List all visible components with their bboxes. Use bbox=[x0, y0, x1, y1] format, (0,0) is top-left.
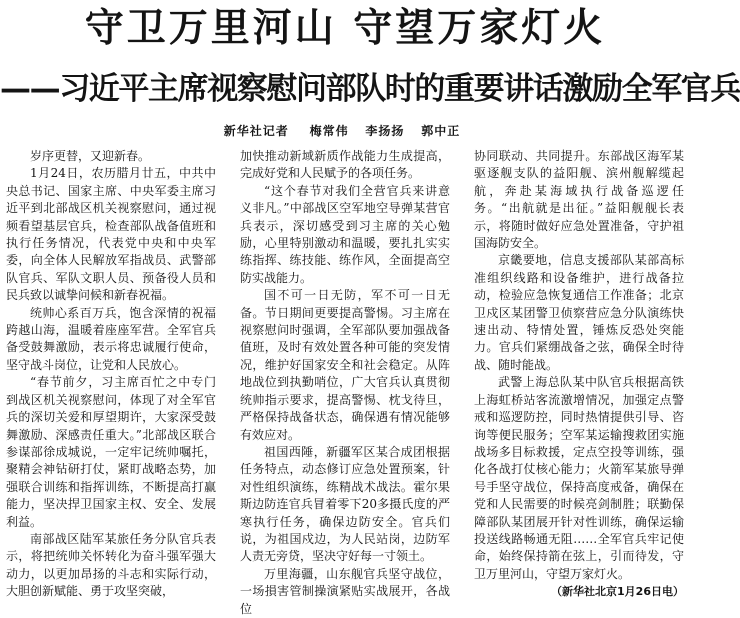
paragraph: 国不可一日无防，军不可一日无备。节日期间更要提高警惕。习主席在视察慰问时强调，全军部队要加强战备值班，及时有效处置各种可能的突发情况，维护好国家安全和社会稳定。从阵地战位到执勤哨位，广大官兵认真贯彻统帅指示要求，提高警惕、枕戈待旦，严格保持战备状态，确保遇有情况能够有效应对。 bbox=[240, 288, 450, 442]
author-name: 李扬扬 bbox=[365, 124, 405, 138]
article-body bbox=[6, 148, 684, 616]
byline-label: 新华社记者 bbox=[223, 124, 289, 138]
paragraph: 岁序更替，又迎新春。 bbox=[30, 149, 151, 163]
paragraph: 武警上海总队某中队官兵根据高铁上海虹桥站客流激增情况，加强定点警戒和巡逻防控，同时热情提供引导、咨询等便民服务；空军某运输搜救团实施战场多目标救援，定点空投等训练，强化各战打仗核心能力；火箭军某旅导弹号手坚守战位，保持高度戒备，确保在党和人民需要的时候亮剑制胜；联勤保障部队某团展开针对性训练，确保运输投送线路畅通无阻……全军官兵牢记使命，始终保持箭在弦上，引而待发，守卫万里河山，守望万家灯火。 bbox=[474, 375, 684, 581]
article-column-3 bbox=[474, 148, 684, 599]
paragraph: 加快推动新域新质作战能力生成提高，完成好党和人民赋予的各项任务。 bbox=[240, 149, 450, 181]
paragraph: “春节前夕，习主席百忙之中专门到战区机关视察慰问，体现了对全军官兵的深切关爱和厚望期许，大家深受鼓舞激励、深感责任重大。”北部战区联合参谋部徐成城说，一定牢记统帅嘱托，聚精会神钻研打仗，紧盯战略态势，加强联合训练和指挥训练，不断提高打赢能力，坚决捍卫国家主权、安全、发展利益。 bbox=[6, 375, 216, 529]
paragraph: 协同联动、共同提升。东部战区海军某驱逐舰支队的益阳舰、滨州舰解缆起航，奔赴某海域执行战备巡逻任务。“出航就是出征。”益阳舰舰长表示，将随时做好应急处置准备，守护祖国海防安全。 bbox=[474, 149, 684, 251]
paragraph: “这个春节对我们全营官兵来讲意义非凡。”中部战区空军地空导弹某营官兵表示，深切感受到习主席的关心勉励，心里特别激动和温暖，要扎扎实实练指挥、练技能、练作风，全面提高空防实战能力。 bbox=[240, 183, 450, 285]
subheadline: ——习近平主席视察慰问部队时的重要讲话激励全军官兵 bbox=[0, 71, 740, 107]
paragraph: 万里海疆，山东舰官兵坚守战位，一场損害管制操演紧贴实战展开，各战位 bbox=[240, 566, 450, 616]
article-column-1 bbox=[6, 148, 216, 599]
paragraph: 统帅心系百万兵，饱含深情的祝福跨越山海，温暖着座座军营。全军官兵备受鼓舞激励，表示将忠诚履行使命，坚守战斗岗位，让党和人民放心。 bbox=[6, 305, 216, 372]
paragraph: 京畿要地，信息支援部队某部高标准组织线路和设备维护，进行战备拉动，检验应急恢复通信工作准备；北京卫戍区某团警卫侦察营应急分队演练快速出动、特情处置，锤炼反恐处突能力。官兵们紧绷战备之弦，确保全时待战、随时能战。 bbox=[474, 253, 684, 372]
paragraph: 南部战区陆军某旅任务分队官兵表示，将把统帅关怀转化为奋斗强军强大动力，以更加昂扬的斗志和实际行动，大胆创新赋能、勇于攻坚突破， bbox=[6, 531, 216, 599]
headline: 守卫万里河山 守望万家灯火 bbox=[84, 6, 606, 51]
author-name: 郭中正 bbox=[421, 124, 461, 138]
paragraph: 1月24日，农历腊月廿五，中共中央总书记、国家主席、中央军委主席习近平到北部战区机关视察慰问，通过视频看望基层官兵，检查部队战备值班和执行任务情况，代表党中央和中央军委，向全体人民解放军指战员、武警部队官兵、军队文职人员、预备役人员和民兵致以诚挚问候和新春祝福。 bbox=[6, 166, 216, 303]
paragraph: 祖国西陲，新疆军区某合成团根据任务特点，动态修订应急处置预案，针对性组织演练，练精战术战法。霍尔果斯边防连官兵冒着零下20多摄氏度的严寒执行任务，确保边防安全。官兵们说，为祖国戍边，为人民站岗，边防军人责无旁贷，坚决守好每一寸领土。 bbox=[240, 444, 450, 564]
article-column-2 bbox=[240, 148, 450, 616]
author-name: 梅常伟 bbox=[309, 124, 349, 138]
dateline-signoff: （新华社北京1月26日电） bbox=[551, 585, 684, 599]
byline bbox=[0, 122, 690, 140]
